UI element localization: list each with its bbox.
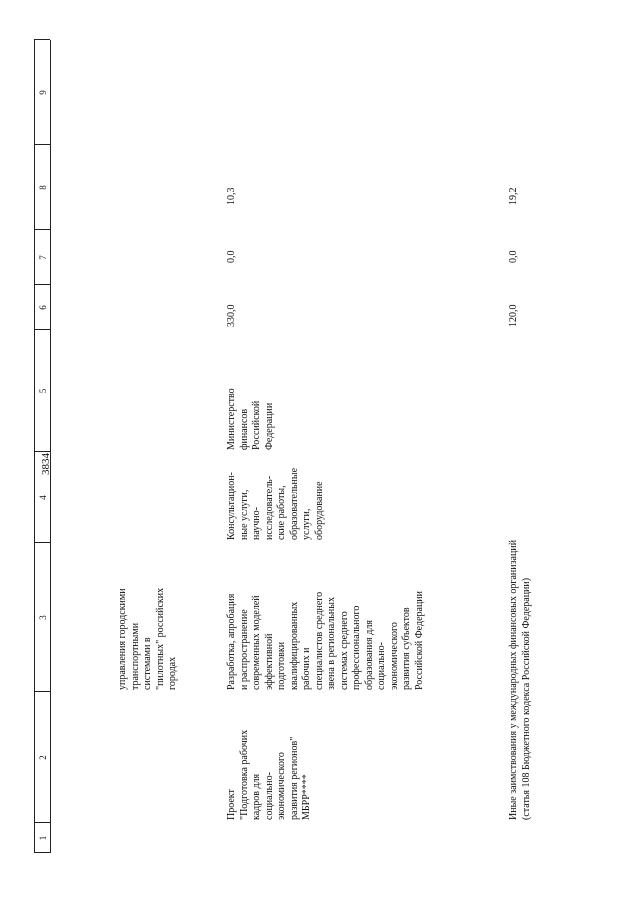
header-col-9: 9 xyxy=(38,90,48,95)
project-value-col8: 10,3 xyxy=(226,187,237,205)
project-ministry: Министерство финансов Российской Федерации xyxy=(226,388,275,450)
other-value-col7: 0,0 xyxy=(508,250,519,263)
header-col-3: 3 xyxy=(38,615,48,620)
project-services: Консультацион- ные услуги, научно- исследователь- ские работы, образовательные услуги, оборудование xyxy=(226,467,325,540)
header-col-5: 5 xyxy=(38,388,48,394)
project-name: Проект "Подготовка рабочих кадров для социально- экономического развития регионов" МБРР**** xyxy=(226,729,312,820)
header-col-2: 2 xyxy=(38,755,48,760)
other-value-col6: 120,0 xyxy=(508,304,519,327)
header-col-6: 6 xyxy=(38,305,48,310)
page-number: 3834 xyxy=(40,453,52,475)
project-value-col7: 0,0 xyxy=(226,250,237,263)
other-borrowings-text: Иные заимствования у международных финансовых организаций (статья 108 Бюджетного кодекса Российской Федерации) xyxy=(508,539,532,820)
header-top-rule xyxy=(34,40,35,853)
header-col-4: 4 xyxy=(38,495,48,500)
project-value-col6: 330,0 xyxy=(226,304,237,327)
header-col-1: 1 xyxy=(38,835,48,841)
project-description: Разработка, апробация и распространение современных моделей эффективной подготовки квалифицированных рабочих и специалистов среднего звена в региональных системах среднего профессионального образования для социально- экономического развития субъектов Российской Федерации xyxy=(226,590,425,690)
other-value-col8: 19,2 xyxy=(508,187,519,205)
header-col-8: 8 xyxy=(38,185,48,190)
header-col-7: 7 xyxy=(38,255,48,260)
header-bottom-rule xyxy=(50,40,51,853)
continued-col3-text: управления городскими транспортными системами в "пилотных" российских городах xyxy=(117,587,178,690)
